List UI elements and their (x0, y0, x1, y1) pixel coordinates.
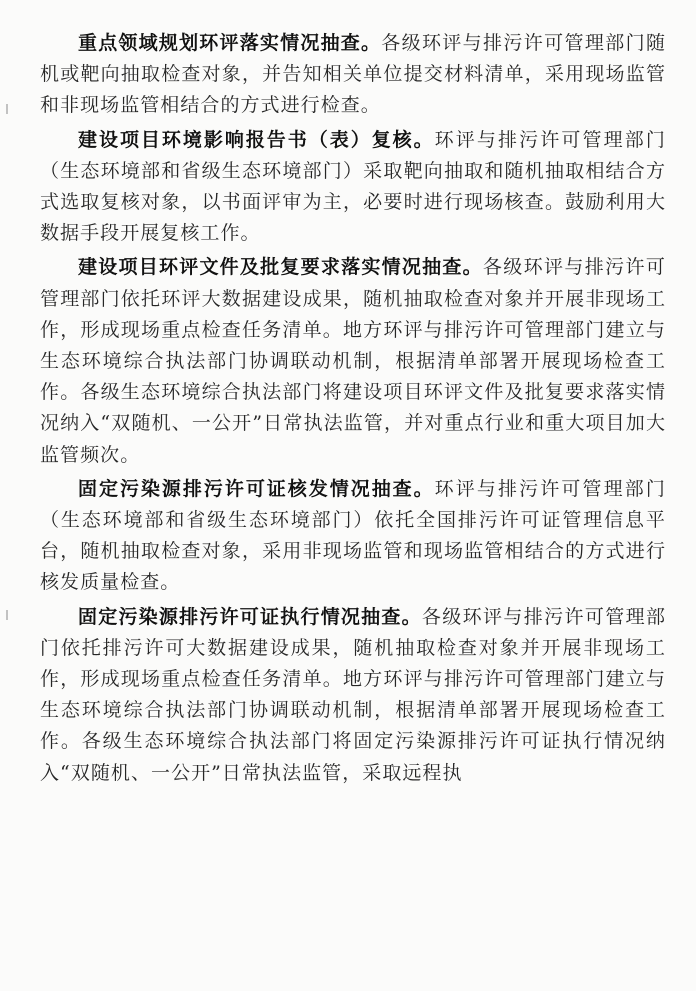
paragraph-planning-eia-check (40, 28, 666, 122)
paragraph-heading: 固定污染源排污许可证执行情况抽查。 (78, 605, 422, 628)
paragraph-body: 各级环评与排污许可管理部门依托环评大数据建设成果，随机抽取检查对象并开展非现场工作，形成现场重点检查任务清单。地方环评与排污许可管理部门建立与生态环境综合执法部门协调联动机制，根据清单部署开展现场检查工作。各级生态环境综合执法部门将建设项目环评文件及批复要求落实情况纳入“双随机、一公开”日常执法监管，并对重点行业和重大项目加大监管频次。 (40, 256, 666, 466)
paragraph-body: 各级环评与排污许可管理部门随机或靶向抽取检查对象，并告知相关单位提交材料清单，采用现场监管和非现场监管相结合的方式进行检查。 (40, 32, 666, 117)
paragraph-heading: 建设项目环评文件及批复要求落实情况抽查。 (78, 256, 483, 279)
margin-mark (6, 610, 8, 620)
paragraph-eia-approval-check (40, 252, 666, 470)
paragraph-heading: 固定污染源排污许可证核发情况抽查。 (78, 477, 435, 500)
paragraph-body: 环评与排污许可管理部门（生态环境部和省级生态环境部门）采取靶向抽取和随机抽取相结合方式选取复核对象，以书面评审为主，必要时进行现场核查。鼓励利用大数据手段开展复核工作。 (40, 128, 666, 245)
margin-mark (6, 104, 8, 114)
paragraph-permit-issuance-check (40, 474, 666, 599)
paragraph-heading: 重点领域规划环评落实情况抽查。 (78, 32, 382, 54)
paragraph-permit-execution-check (40, 602, 666, 789)
paragraph-body: 环评与排污许可管理部门（生态环境部和省级生态环境部门）依托全国排污许可证管理信息平台，随机抽取检查对象，采用非现场监管和现场监管相结合的方式进行核发质量检查。 (40, 477, 666, 594)
paragraph-heading: 建设项目环境影响报告书（表）复核。 (78, 128, 435, 151)
paragraph-eia-report-review (40, 125, 666, 250)
paragraph-body: 各级环评与排污许可管理部门依托排污许可大数据建设成果，随机抽取检查对象并开展非现场工作，形成现场重点检查任务清单。地方环评与排污许可管理部门建立与生态环境综合执法部门协调联动机制，根据清单部署开展现场检查工作。各级生态环境综合执法部门将固定污染源排污许可证执行情况纳入“双随机、一公开”日常执法监管，采取远程执 (40, 605, 666, 784)
